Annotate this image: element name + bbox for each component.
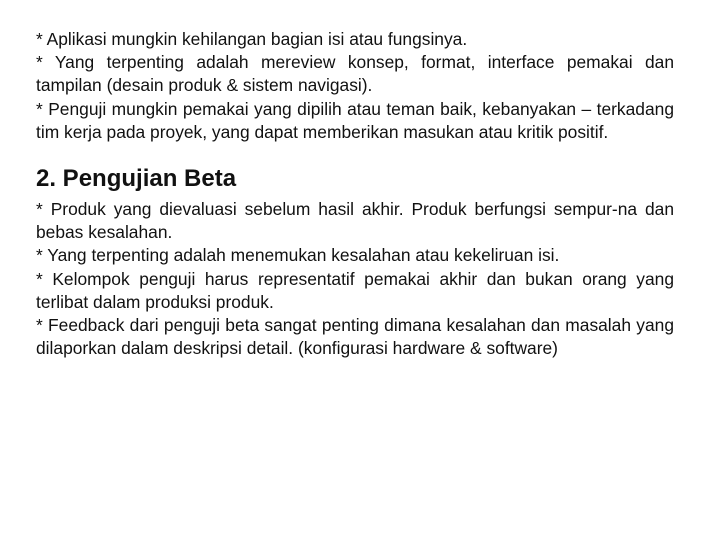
bullet-paragraph: * Kelompok penguji harus representatif pemakai akhir dan bukan orang yang terlibat dalam produksi produk. [36,268,674,312]
bullet-paragraph: * Yang terpenting adalah menemukan kesalahan atau kekeliruan isi. [36,245,560,266]
slide-content [36,28,674,360]
section-beta-notes [36,198,674,360]
section-alpha-notes [36,28,674,144]
bullet-paragraph: * Yang terpenting adalah mereview konsep, format, interface pemakai dan tampilan (desain produk & sistem navigasi). [36,52,674,96]
section-heading-beta: 2. Pengujian Beta [36,165,237,193]
bullet-paragraph: * Penguji mungkin pemakai yang dipilih atau teman baik, kebanyakan – terkadang tim kerja pada proyek, yang dapat memberikan masukan atau kritik positif. [36,98,674,142]
bullet-paragraph: * Feedback dari penguji beta sangat penting dimana kesalahan dan masalah yang dilaporkan dalam deskripsi detail. (konfigurasi hardware & software) [36,315,674,359]
bullet-paragraph: * Produk yang dievaluasi sebelum hasil akhir. Produk berfungsi sempur-na dan bebas kesalahan. [36,199,674,243]
bullet-paragraph: * Aplikasi mungkin kehilangan bagian isi atau fungsinya. [36,29,468,49]
